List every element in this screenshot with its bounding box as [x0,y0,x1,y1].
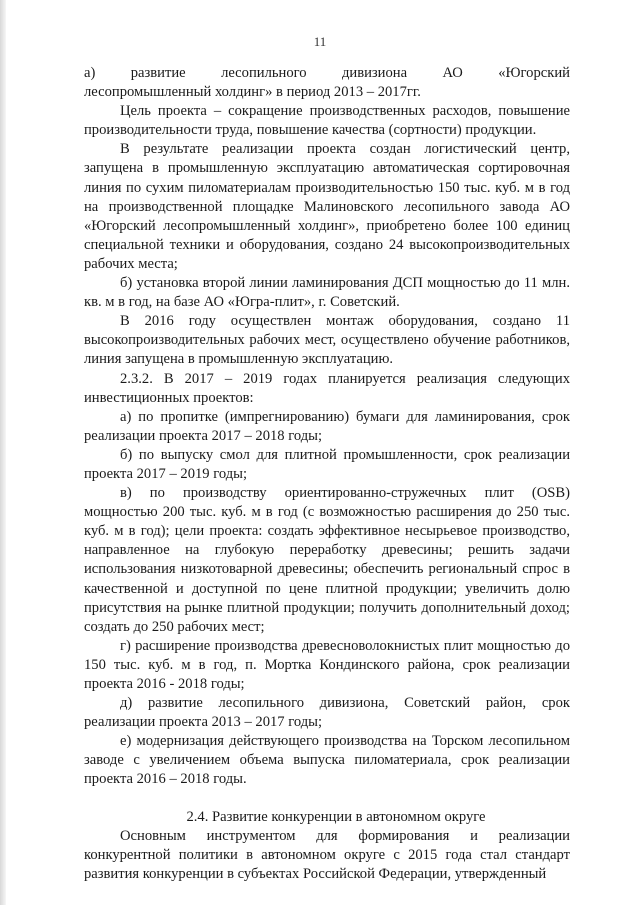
word: АО [442,65,463,81]
scan-edge-shadow [0,0,6,905]
document-body [84,64,570,884]
word: развитие [130,65,186,81]
paragraph-b-lamination-line: б) установка второй линии ламинирования ДСП мощностью до 11 млн. кв. м в год, на базе АО «Югра-плит», г. Советский. [84,275,570,311]
paragraph-logistics-center: В результате реализации проекта создан логистический центр, запущена в промышленную эксплуатацию автоматическая сортировочная линия по сухим пиломатериалам производительностью 150 тыс. куб. м в год на производственной площадке Малиновского лесопильного завода АО «Югорский лесопромышленный холдинг», приобретено более 100 единиц специальной техники и оборудования, создано 24 высокопроизводительных рабочих места; [84,141,570,272]
paragraph-a-sawmill [84,64,570,102]
word: дивизиона [341,65,408,81]
paragraph-e-modernization: е) модернизация действующего производства на Торском лесопильном заводе с увеличением объема выпуска пиломатериала, срок реализации проекта 2016 – 2018 годы. [84,733,570,788]
word: а) [84,65,96,81]
paragraph-g-fiberboard: г) расширение производства древесноволокнистых плит мощностью до 150 тыс. куб. м в год, п. Мортка Кондинского района, срок реализации проекта 2016 - 2018 годы; [84,637,570,692]
paragraph-2-3-2-intro: 2.3.2. В 2017 – 2019 годах планируется реализация следующих инвестиционных проектов: [84,370,570,406]
word: лесопильного [221,65,307,81]
word: «Югорский [498,65,570,81]
paragraph-project-goal: Цель проекта – сокращение производственных расходов, повышение производительности труда, повышение качества (сортности) продукции. [84,103,570,139]
paragraph-continuation: лесопромышленный холдинг» в период 2013 – 2017гг. [84,84,421,101]
section-heading: 2.4. Развитие конкуренции в автономном округе [186,808,486,825]
paragraph-d-sawmill-division: д) развитие лесопильного дивизиона, Советский район, срок реализации проекта 2013 – 2017 годы; [84,695,570,731]
paragraph-2016-installation: В 2016 году осуществлен монтаж оборудования, создано 11 высокопроизводительных рабочих мест, осуществлено обучение работников, линия запущена в промышленную эксплуатацию. [84,313,570,368]
paragraph-a-impregnation: а) по пропитке (импрегнированию) бумаги для ламинирования, срок реализации проекта 2017 – 2018 годы; [84,408,570,444]
paragraph-competition-standard: Основным инструментом для формирования и реализации конкурентной политики в автономном округе с 2015 года стал стандарт развития конкуренции в субъектах Российской Федерации, утвержденный [84,827,570,882]
paragraph-v-osb: в) по производству ориентированно-стружечных плит (OSB) мощностью 200 тыс. куб. м в год (с возможностью расширения до 250 тыс. куб. м в год); цели проекта: создать эффективное несырьевое производство, направленное на глубокую переработку древесины; решить задачи использования низкотоварной древесины; обеспечить региональный спрос в качественной и доступной по цене плитной продукции; увеличить долю присутствия на рынке плитной продукции; получить дополнительный доход; создать до 250 рабочих мест; [84,485,570,635]
page-number: 11 [313,34,327,49]
paragraph-first-line [84,64,570,83]
paragraph-b-resins: б) по выпуску смол для плитной промышленности, срок реализации проекта 2017 – 2019 годы; [84,446,570,482]
